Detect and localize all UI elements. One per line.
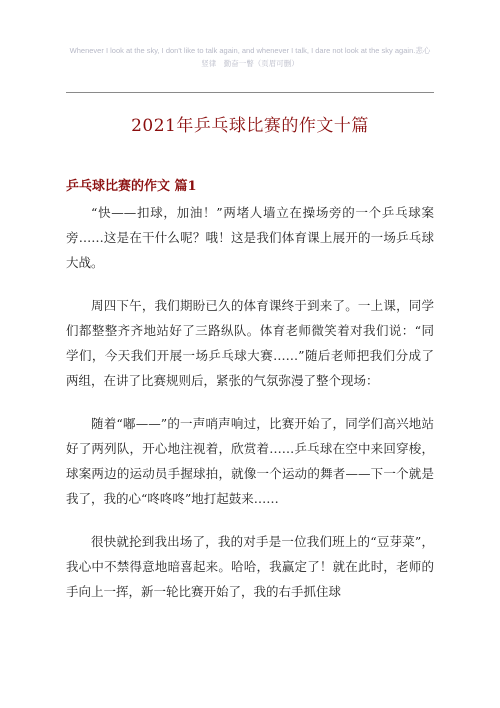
page-header-note: Whenever I look at the sky, I don't like to talk again, and whenever I talk, I dare not look at the sky again.悲心竖律 勤奋一瞥（页眉可删） xyxy=(69,46,431,68)
paragraph: “快——扣球，加油！”两堵人墙立在操场旁的一个乒乓球案旁……这是在干什么呢？哦！这是我们体育课上展开的一场乒乓球大战。 xyxy=(66,205,434,270)
paragraph: 周四下午，我们期盼已久的体育课终于到来了。一上课，同学们都整整齐齐地站好了三路纵队。体育老师微笑着对我们说：“同学们，今天我们开展一场乒乓球大赛……”随后老师把我们分成了两组，在讲了比赛规则后，紧张的气氛弥漫了整个现场： xyxy=(66,298,434,388)
header-divider xyxy=(66,92,434,93)
section-heading: 乒乓球比赛的作文 篇1 xyxy=(66,179,197,194)
paragraph: 很快就抡到我出场了，我的对手是一位我们班上的“豆芽菜”，我心中不禁得意地暗喜起来。哈哈，我赢定了！就在此时，老师的手向上一挥，新一轮比赛开始了，我的右手抓住球 xyxy=(66,534,434,599)
document-body xyxy=(66,200,434,622)
document-title: 2021年乒乓球比赛的作文十篇 xyxy=(131,116,369,136)
paragraph: 随着“嘟——”的一声哨声响过，比赛开始了，同学们高兴地站好了两列队，开心地注视着，欣赏着……乒乓球在空中来回穿梭，球案两边的运动员手握球拍，就像一个运动的舞者——下一个就是我了，我的心“咚咚咚”地打起鼓来…… xyxy=(66,416,434,506)
